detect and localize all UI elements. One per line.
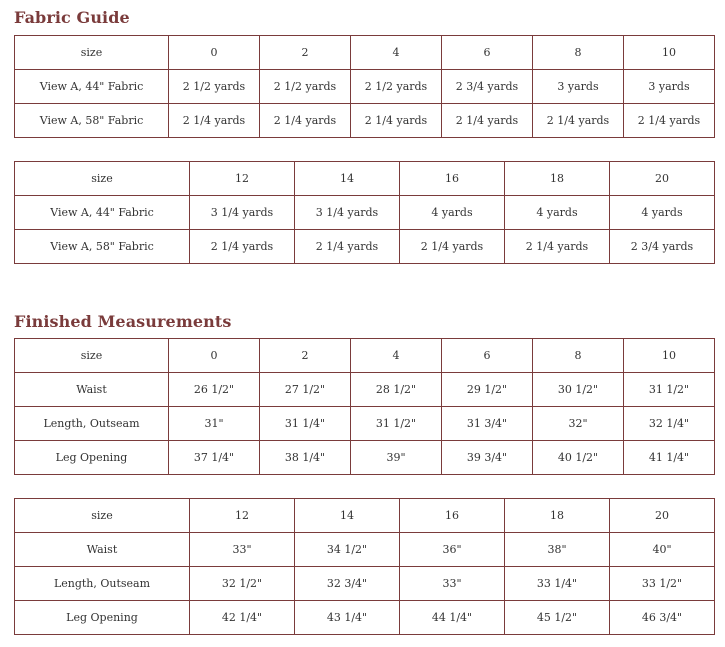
measurements-table-sizes-0-10 — [14, 338, 715, 475]
size-header-cell: 4 — [351, 36, 442, 70]
table-row — [15, 373, 715, 407]
table-cell: 2 1/2 yards — [169, 70, 260, 104]
table-cell: 2 1/4 yards — [169, 104, 260, 138]
row-label: Leg Opening — [15, 441, 169, 475]
table-cell: 33 1/4" — [505, 567, 610, 601]
table-cell: 42 1/4" — [190, 601, 295, 635]
table-cell: 2 1/2 yards — [351, 70, 442, 104]
table-row — [15, 104, 715, 138]
table-cell: 39 3/4" — [442, 441, 533, 475]
table-cell: 27 1/2" — [260, 373, 351, 407]
size-header-cell: 8 — [533, 339, 624, 373]
table-cell: 41 1/4" — [624, 441, 715, 475]
table-row — [15, 407, 715, 441]
header-row — [15, 162, 715, 196]
size-header-cell: 2 — [260, 339, 351, 373]
size-header-cell: 16 — [400, 499, 505, 533]
table-cell: 32 1/4" — [624, 407, 715, 441]
table-cell: 2 1/4 yards — [190, 230, 295, 264]
table-cell: 2 1/4 yards — [351, 104, 442, 138]
size-header-cell: 6 — [442, 339, 533, 373]
size-header-cell: 8 — [533, 36, 624, 70]
size-label: size — [15, 36, 169, 70]
size-header-cell: 12 — [190, 499, 295, 533]
row-label: Waist — [15, 533, 190, 567]
table-cell: 38" — [505, 533, 610, 567]
size-header-cell: 2 — [260, 36, 351, 70]
header-row — [15, 499, 715, 533]
fabric-guide-table-sizes-0-10 — [14, 35, 715, 138]
table-row — [15, 441, 715, 475]
table-cell: 2 1/4 yards — [505, 230, 610, 264]
table-cell: 32 1/2" — [190, 567, 295, 601]
table-cell: 40 1/2" — [533, 441, 624, 475]
row-label: View A, 58" Fabric — [15, 104, 169, 138]
table-cell: 2 1/4 yards — [400, 230, 505, 264]
table-row — [15, 533, 715, 567]
fabric-guide-table-sizes-12-20 — [14, 161, 715, 264]
size-header-cell: 4 — [351, 339, 442, 373]
table-cell: 31 1/2" — [351, 407, 442, 441]
row-label: View A, 58" Fabric — [15, 230, 190, 264]
table-cell: 28 1/2" — [351, 373, 442, 407]
table-cell: 2 1/4 yards — [533, 104, 624, 138]
table-cell: 31 3/4" — [442, 407, 533, 441]
table-cell: 43 1/4" — [295, 601, 400, 635]
table-cell: 39" — [351, 441, 442, 475]
table-cell: 31" — [169, 407, 260, 441]
table-cell: 3 1/4 yards — [295, 196, 400, 230]
table-cell: 38 1/4" — [260, 441, 351, 475]
table-cell: 40" — [610, 533, 715, 567]
table-row — [15, 230, 715, 264]
table-cell: 44 1/4" — [400, 601, 505, 635]
size-header-cell: 10 — [624, 339, 715, 373]
table-cell: 31 1/4" — [260, 407, 351, 441]
size-label: size — [15, 499, 190, 533]
size-label: size — [15, 162, 190, 196]
table-cell: 3 yards — [624, 70, 715, 104]
table-row — [15, 601, 715, 635]
size-header-cell: 0 — [169, 339, 260, 373]
table-cell: 3 1/4 yards — [190, 196, 295, 230]
table-cell: 31 1/2" — [624, 373, 715, 407]
table-cell: 36" — [400, 533, 505, 567]
measurements-table-sizes-12-20 — [14, 498, 715, 635]
size-header-cell: 20 — [610, 499, 715, 533]
row-label: Leg Opening — [15, 601, 190, 635]
size-header-cell: 6 — [442, 36, 533, 70]
table-cell: 2 1/4 yards — [295, 230, 400, 264]
table-cell: 2 1/2 yards — [260, 70, 351, 104]
table-cell: 4 yards — [505, 196, 610, 230]
table-cell: 4 yards — [400, 196, 505, 230]
size-header-cell: 14 — [295, 499, 400, 533]
table-cell: 2 3/4 yards — [610, 230, 715, 264]
header-row — [15, 339, 715, 373]
table-cell: 34 1/2" — [295, 533, 400, 567]
size-label: size — [15, 339, 169, 373]
header-row — [15, 36, 715, 70]
table-cell: 4 yards — [610, 196, 715, 230]
row-label: Waist — [15, 373, 169, 407]
table-cell: 26 1/2" — [169, 373, 260, 407]
size-header-cell: 14 — [295, 162, 400, 196]
table-cell: 2 1/4 yards — [442, 104, 533, 138]
table-cell: 46 3/4" — [610, 601, 715, 635]
table-cell: 30 1/2" — [533, 373, 624, 407]
finished-measurements-heading: Finished Measurements — [14, 312, 232, 331]
size-header-cell: 20 — [610, 162, 715, 196]
size-header-cell: 0 — [169, 36, 260, 70]
row-label: View A, 44" Fabric — [15, 70, 169, 104]
table-cell: 32 3/4" — [295, 567, 400, 601]
table-cell: 32" — [533, 407, 624, 441]
table-row — [15, 70, 715, 104]
table-cell: 2 3/4 yards — [442, 70, 533, 104]
size-header-cell: 18 — [505, 162, 610, 196]
table-row — [15, 567, 715, 601]
row-label: Length, Outseam — [15, 407, 169, 441]
table-cell: 45 1/2" — [505, 601, 610, 635]
table-cell: 3 yards — [533, 70, 624, 104]
size-header-cell: 16 — [400, 162, 505, 196]
size-header-cell: 10 — [624, 36, 715, 70]
size-header-cell: 12 — [190, 162, 295, 196]
table-cell: 29 1/2" — [442, 373, 533, 407]
table-cell: 33" — [400, 567, 505, 601]
table-cell: 33 1/2" — [610, 567, 715, 601]
row-label: View A, 44" Fabric — [15, 196, 190, 230]
size-header-cell: 18 — [505, 499, 610, 533]
fabric-guide-heading: Fabric Guide — [14, 8, 130, 27]
table-cell: 37 1/4" — [169, 441, 260, 475]
table-cell: 33" — [190, 533, 295, 567]
row-label: Length, Outseam — [15, 567, 190, 601]
table-cell: 2 1/4 yards — [624, 104, 715, 138]
table-cell: 2 1/4 yards — [260, 104, 351, 138]
table-row — [15, 196, 715, 230]
